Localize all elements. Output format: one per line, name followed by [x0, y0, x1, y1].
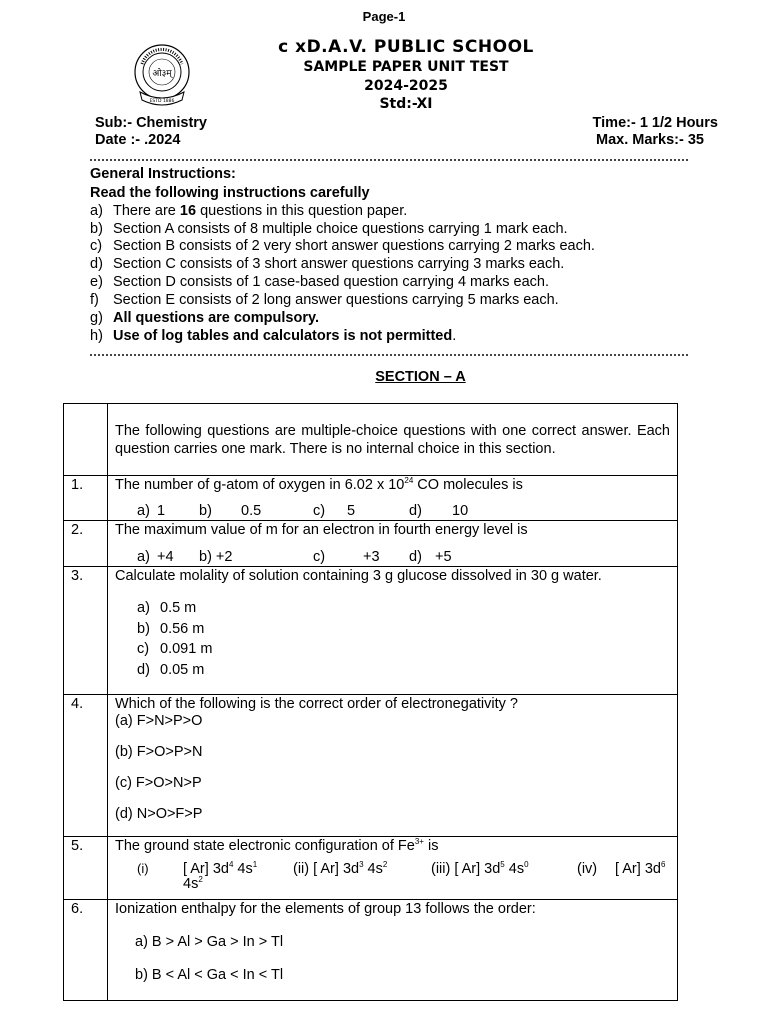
standard: Std:-XI: [379, 96, 433, 112]
table-row: [64, 837, 678, 900]
instruction-item: f) Section E consists of 2 long answer questions carrying 5 marks each.: [90, 292, 559, 308]
question-3: Calculate molality of solution containing 3 g glucose dissolved in 30 g water. a) 0.5 m b) 0.56 m c) 0.091 m d) 0.05 m: [108, 567, 678, 695]
options-list: a) 0.5 m b) 0.56 m c) 0.091 m d) 0.05 m: [137, 600, 213, 678]
section-intro: The following questions are multiple-choice questions with one correct answer. Each question carries one mark. There is no internal choice in this section.: [115, 423, 670, 457]
table-row: [64, 521, 678, 567]
questions-table: [63, 403, 678, 1001]
date: Date :- .2024: [95, 132, 181, 148]
school-name: c xD.A.V. PUBLIC SCHOOL: [278, 37, 534, 57]
table-row: [64, 404, 678, 476]
instructions-subtitle: Read the following instructions carefully: [90, 185, 370, 201]
instruction-item: c) Section B consists of 2 very short answer questions carrying 2 marks each.: [90, 238, 595, 254]
options-row: a) 1 b) 0.5 c) 5 d) 10: [137, 503, 469, 519]
school-emblem-icon: [128, 42, 196, 110]
question-4: Which of the following is the correct order of electronegativity ? (a) F>N>P>O (b) F>O>P>N (c) F>O>N>P (d) N>O>F>P: [108, 695, 678, 837]
instruction-item: g) All questions are compulsory.: [90, 310, 320, 326]
instruction-item: d) Section C consists of 3 short answer questions carrying 3 marks each.: [90, 256, 565, 272]
options-row: (i) [ Ar] $3d^4$ $4s^1$ (ii) [ Ar] $3d^3$ $4s^2$ (iii) [ Ar] $3d^5$ $4s^0$ (iv) [ Ar] $3d^6$ $4s^2$: [137, 860, 666, 892]
instruction-item: e) Section D consists of 1 case-based question carrying 4 marks each.: [90, 274, 550, 290]
question-1: The number of g-atom of oxygen in 6.02 x $10^{24}$ CO molecules is a) 1 b) 0.5 c) 5 d) 10: [108, 476, 678, 521]
question-6: Ionization enthalpy for the elements of group 13 follows the order: a) B > Al > Ga > In > Tl b) B < Al < Ga < In < Tl: [108, 900, 678, 1001]
options-row: a) +4 b) +2 c) +3 d) +5: [137, 549, 452, 565]
question-number: 3.: [64, 567, 108, 695]
paper-title: SAMPLE PAPER UNIT TEST: [303, 59, 509, 75]
question-5: The ground state electronic configuration of $Fe^{3+}$ is (i) [ Ar] $3d^4$ $4s^1$ (ii) [ Ar] $3d^3$ $4s^2$ (iii) [ Ar] $3d^5$ $4s^0$ (iv) [ Ar] $3d^6$ $4s^2$: [108, 837, 678, 900]
question-number: 1.: [64, 476, 108, 521]
table-row: [64, 695, 678, 837]
instruction-item: a) There are 16 questions in this question paper.: [90, 203, 408, 219]
section-title: SECTION – A: [375, 369, 466, 385]
question-number: 4.: [64, 695, 108, 837]
divider: [90, 354, 688, 356]
page-number: Page-1: [362, 9, 406, 24]
subject: Sub:- Chemistry: [95, 115, 207, 131]
divider: [90, 159, 688, 161]
max-marks: Max. Marks:- 35: [596, 132, 704, 148]
table-row: [64, 567, 678, 695]
session: 2024-2025: [364, 78, 448, 94]
emblem-center-text: ओ३म्: [152, 69, 172, 79]
question-number: 5.: [64, 837, 108, 900]
table-row: [64, 476, 678, 521]
question-2: The maximum value of m for an electron in fourth energy level is a) +4 b) +2 c) +3 d) +5: [108, 521, 678, 567]
question-number: 6.: [64, 900, 108, 1001]
instruction-item: h) Use of log tables and calculators is not permitted.: [90, 328, 457, 344]
instruction-item: b) Section A consists of 8 multiple choice questions carrying 1 mark each.: [90, 221, 568, 237]
emblem-ribbon-text: ESTD 1886: [149, 99, 175, 104]
instructions-title: General Instructions:: [90, 166, 236, 182]
table-row: [64, 900, 678, 1001]
question-number: 2.: [64, 521, 108, 567]
time-allowed: Time:- 1 1/2 Hours: [592, 115, 718, 131]
